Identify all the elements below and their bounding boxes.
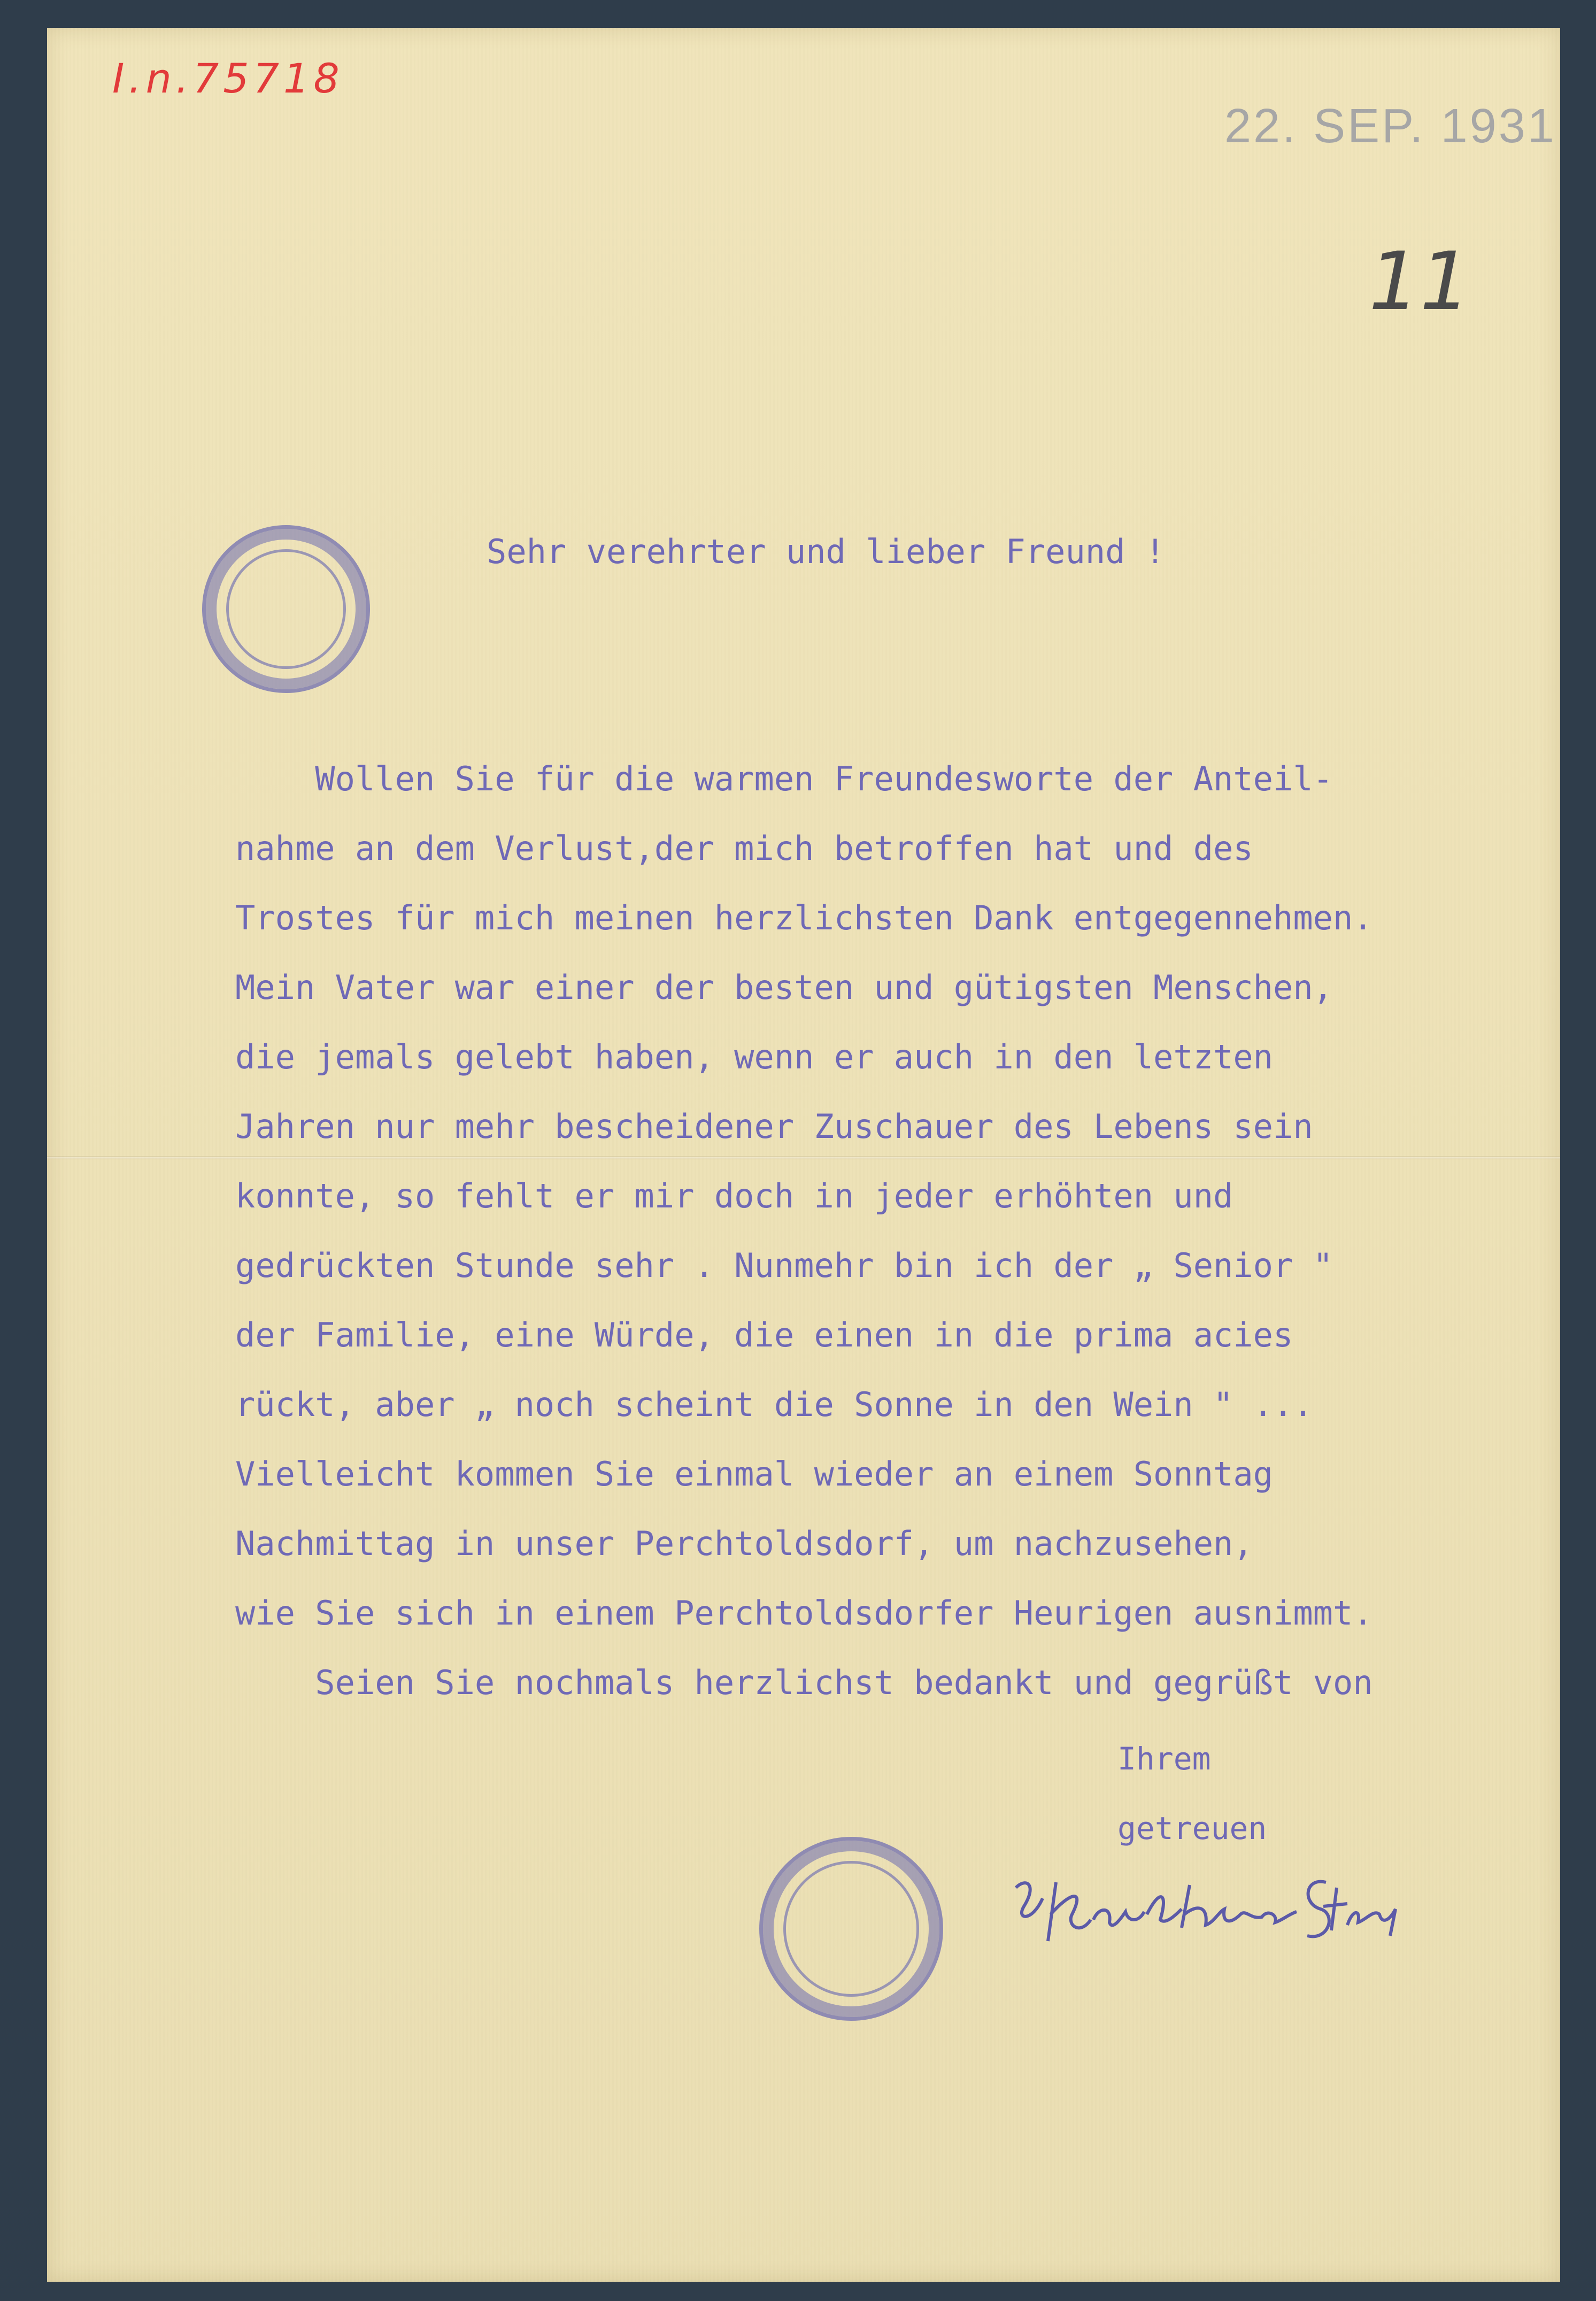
body-line: die jemals gelebt haben, wenn er auch in den letzten <box>235 1037 1274 1076</box>
salutation: Sehr verehrter und lieber Freund ! <box>487 532 1166 571</box>
body-line: Vielleicht kommen Sie einmal wieder an einem Sonntag <box>235 1455 1274 1494</box>
closing-ihrem: Ihrem <box>1117 1741 1211 1777</box>
body-line: Seien Sie nochmals herzlichst bedankt und gegrüßt von <box>235 1663 1373 1702</box>
date-stamp: 22. SEP. 1931 <box>1224 99 1556 153</box>
library-stamp-bottom <box>759 1837 943 2021</box>
body-line: Wollen Sie für die warmen Freundesworte der Anteil- <box>235 759 1333 798</box>
stamp-ring <box>226 549 346 669</box>
body-line: Mein Vater war einer der besten und gütigsten Menschen, <box>235 968 1333 1007</box>
closing-getreuen: getreuen <box>1117 1810 1267 1846</box>
body-line: gedrückten Stunde sehr . Nunmehr bin ich der „ Senior " <box>235 1246 1333 1285</box>
handwritten-signature <box>1005 1856 1412 1957</box>
body-line: konnte, so fehlt er mir doch in jeder erhöhten und <box>235 1176 1233 1215</box>
body-line: der Familie, eine Würde, die einen in die prima acies <box>235 1315 1293 1355</box>
body-line: Nachmittag in unser Perchtoldsdorf, um nachzusehen, <box>235 1524 1253 1563</box>
body-line: Trostes für mich meinen herzlichsten Dank entgegennehmen. <box>235 898 1373 937</box>
body-line: nahme an dem Verlust,der mich betroffen hat und des <box>235 829 1253 868</box>
body-line: wie Sie sich in einem Perchtoldsdorfer Heurigen ausnimmt. <box>235 1594 1373 1633</box>
page-number: 11 <box>1369 235 1471 328</box>
inventory-number: I.n.75718 <box>112 55 344 102</box>
stamp-ring <box>783 1861 919 1997</box>
library-stamp-top <box>202 525 370 693</box>
letter-body <box>235 744 1518 1718</box>
body-line: Jahren nur mehr bescheidener Zuschauer des Lebens sein <box>235 1107 1313 1146</box>
body-line: rückt, aber „ noch scheint die Sonne in den Wein " ... <box>235 1385 1313 1424</box>
